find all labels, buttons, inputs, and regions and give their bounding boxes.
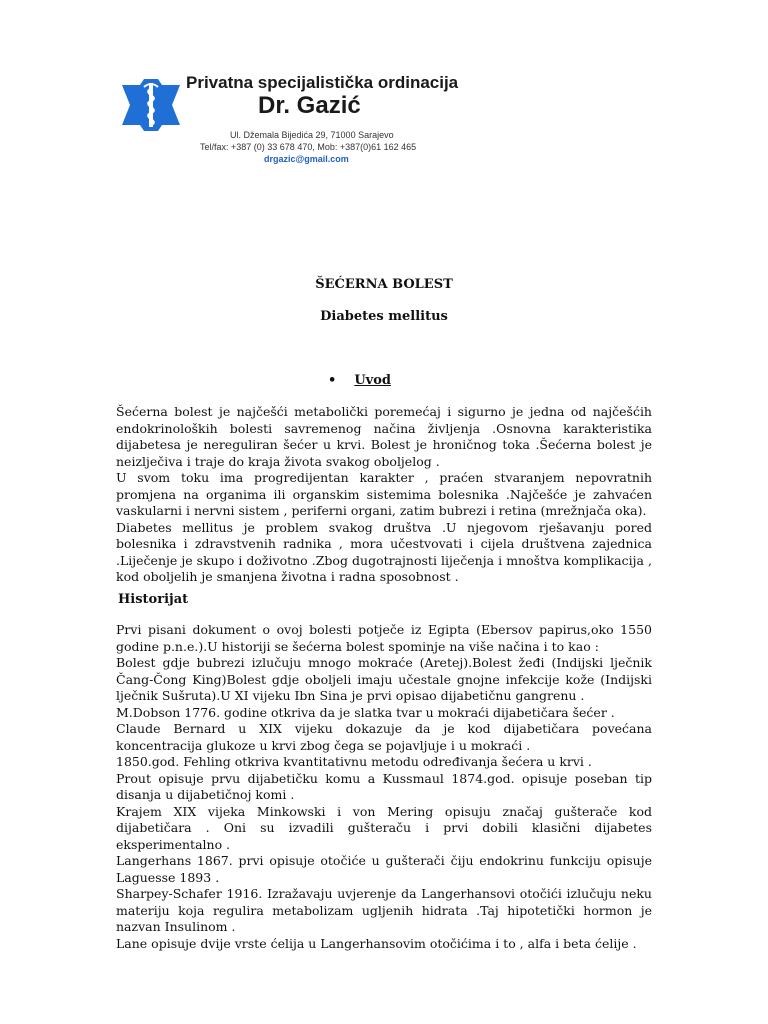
intro-section bbox=[116, 404, 652, 586]
paragraph: Sharpey-Schafer 1916. Izražavaju uvjerenje da Langerhansovi otočići izlučuju neku materiju koja regulira metabolizam ugljenih hidrata .Taj hipotetički hormon je nazvan Insulinom . bbox=[116, 886, 652, 934]
paragraph: Prout opisuje prvu dijabetičku komu a Kussmaul 1874.god. opisuje poseban tip disanja u dijabetičnoj komi . bbox=[116, 770, 652, 802]
paragraph: M.Dobson 1776. godine otkriva da je slatka tvar u mokraći dijabetičara šećer . bbox=[116, 704, 615, 720]
history-section bbox=[116, 622, 652, 952]
paragraph: Prvi pisani dokument o ovoj bolesti potječe iz Egipta (Ebersov papirus,oko 1550 godine p.n.e.).U historiji se šećerna bolest spominje na više načina i to kao : bbox=[116, 622, 652, 654]
document-subtitle: Diabetes mellitus bbox=[320, 309, 448, 324]
practice-name: Privatna specijalistička ordinacija bbox=[186, 73, 459, 92]
address-line: Ul. Džemala Bijedića 29, 71000 Sarajevo bbox=[230, 130, 394, 140]
paragraph: 1850.god. Fehling otkriva kvantitativnu metodu određivanja šećera u krvi . bbox=[116, 754, 592, 769]
letterhead bbox=[0, 0, 768, 170]
email-link[interactable]: drgazic@gmail.com bbox=[264, 154, 349, 164]
section-heading-label: Uvod bbox=[354, 373, 391, 388]
paragraph: Claude Bernard u XIX vijeku dokazuje da je kod dijabetičara povećana koncentracija glukoze u krvi zbog čega se pojavljuje i u mokraći . bbox=[116, 721, 652, 753]
medical-caduceus-icon bbox=[120, 77, 182, 133]
document-title: ŠEĆERNA BOLEST bbox=[315, 277, 453, 292]
paragraph: Diabetes mellitus je problem svakog društva .U njegovom rješavanju pored bolesnika i zdravstvenih radnika , mora učestvovati i cijela društvena zajednica .Liječenje je skupo i doživotno .Zbog dugotrajnosti liječenja i mnoštva komplikacija , kod oboljelih je smanjena životna i radna sposobnost . bbox=[116, 519, 652, 584]
paragraph: Bolest gdje bubrezi izlučuju mnogo mokraće (Aretej).Bolest žeđi (Indijski lječnik Čang-Čong King)Bolest gdje oboljeli imaju učestale gnojne infekcije kože (Indijski lječnik Sušruta).U XI vijeku Ibn Sina je prvi opisao dijabetičnu gangrenu . bbox=[116, 655, 652, 703]
paragraph: Krajem XIX vijeka Minkowski i von Mering opisuju značaj gušterače kod dijabetičara . Oni su izvadili gušteraču i prvi dobili klasični dijabetes eksperimentalno . bbox=[116, 803, 652, 852]
section-heading-uvod bbox=[328, 373, 391, 388]
phone-line: Tel/fax: +387 (0) 33 678 470, Mob: +387(0)61 162 465 bbox=[200, 142, 417, 152]
doctor-name: Dr. Gazić bbox=[258, 92, 361, 119]
paragraph: Šećerna bolest je najčešći metabolički poremećaj i sigurno je jedna od najčešćih endokrinoloških bolesti savremenog načina življenja .Osnovna karakteristika dijabetesa je nereguliran šećer u krvi. Bolest je hroničnog toka .Šećerna bolest je neizlječiva i traje do kraja života svakog oboljelog . bbox=[116, 404, 652, 469]
section-heading-historijat: Historijat bbox=[118, 592, 189, 607]
paragraph: Langerhans 1867. prvi opisuje otočiće u gušterači čiju endokrinu funkciju opisuje Laguesse 1893 . bbox=[116, 853, 652, 885]
paragraph: U svom toku ima progredijentan karakter , praćen stvaranjem nepovratnih promjena na organima ili organskim sistemima bolesnika .Najčešće je zahvaćen vaskularni i nervni sistem , periferni organi, zatim bubrezi i retina (mrežnjača oka). bbox=[116, 470, 652, 518]
bullet-icon: • bbox=[328, 373, 337, 388]
paragraph: Lane opisuje dvije vrste ćelija u Langerhansovim otočićima i to , alfa i beta ćelije . bbox=[116, 935, 637, 951]
